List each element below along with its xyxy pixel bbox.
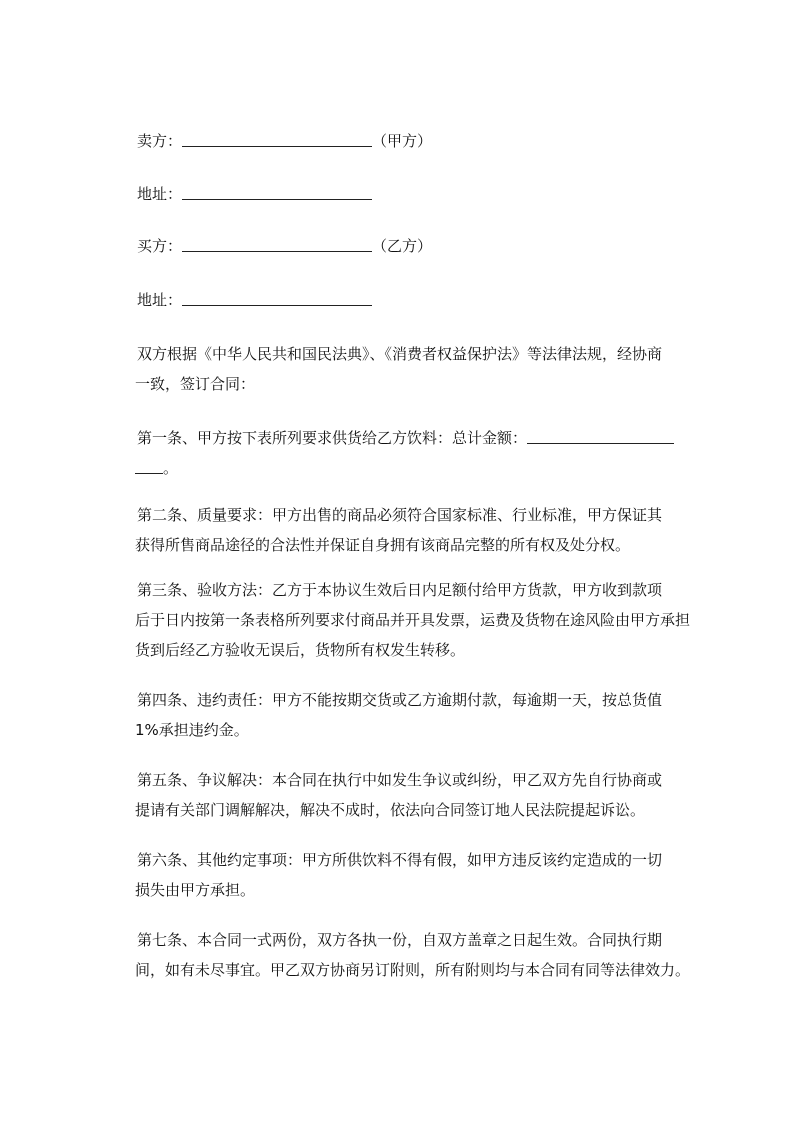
total-amount-field[interactable]	[527, 429, 674, 444]
article-4	[137, 685, 702, 745]
article-1-end: 。	[163, 459, 179, 477]
preamble-line-2: 一致，签订合同：	[135, 375, 256, 393]
article-4-line-2: 1%承担违约金。	[135, 721, 249, 739]
buyer-address-label: 地址：	[137, 291, 183, 309]
seller-address-field[interactable]	[182, 185, 372, 200]
article-6-line-1: 第六条、其他约定事项：甲方所供饮料不得有假，如甲方违反该约定造成的一切	[137, 851, 663, 869]
seller-address-label: 地址：	[137, 185, 183, 203]
buyer-row	[137, 236, 432, 256]
article-7-line-1: 第七条、本合同一式两份，双方各执一份，自双方盖章之日起生效。合同执行期	[137, 931, 663, 949]
preamble-line-1: 双方根据《中华人民共和国民法典》、《消费者权益保护法》等法律法规，经协商	[137, 345, 663, 363]
article-7-line-2: 间，如有未尽事宜。甲乙双方协商另订附则，所有附则均与本合同有同等法律效力。	[135, 961, 691, 979]
buyer-address-row	[137, 290, 372, 310]
article-5-line-2: 提请有关部门调解解决，解决不成时，依法向合同签订地人民法院提起诉讼。	[135, 801, 646, 819]
article-2	[137, 500, 702, 560]
article-4-line-1: 第四条、违约责任：甲方不能按期交货或乙方逾期付款，每逾期一天，按总货值	[137, 691, 663, 709]
seller-label: 卖方：	[137, 132, 183, 150]
article-3	[137, 575, 702, 665]
article-5	[137, 765, 702, 825]
buyer-name-field[interactable]	[182, 237, 372, 252]
article-1	[137, 423, 702, 483]
article-1-line-2	[135, 453, 702, 483]
buyer-label: 买方：	[137, 237, 183, 255]
article-6-line-2: 损失由甲方承担。	[135, 881, 256, 899]
preamble	[137, 339, 702, 399]
seller-address-row	[137, 184, 372, 204]
article-2-line-2: 获得所售商品途径的合法性并保证自身拥有该商品完整的所有权及处分权。	[135, 536, 631, 554]
buyer-suffix: （乙方）	[372, 237, 433, 255]
article-1-line-1	[137, 423, 702, 453]
total-amount-field-continued[interactable]	[135, 459, 163, 474]
article-5-line-1: 第五条、争议解决：本合同在执行中如发生争议或纠纷，甲乙双方先自行协商或	[137, 771, 663, 789]
article-3-line-2: 后于日内按第一条表格所列要求付商品并开具发票，运费及货物在途风险由甲方承担	[135, 611, 691, 629]
buyer-address-field[interactable]	[182, 291, 372, 306]
seller-suffix: （甲方）	[372, 132, 433, 150]
article-2-line-1: 第二条、质量要求：甲方出售的商品必须符合国家标准、行业标准，甲方保证其	[137, 506, 663, 524]
seller-row	[137, 131, 432, 151]
article-7	[137, 925, 702, 985]
article-3-line-1: 第三条、验收方法：乙方于本协议生效后日内足额付给甲方货款，甲方收到款项	[137, 581, 663, 599]
article-6	[137, 845, 702, 905]
article-1-text: 第一条、甲方按下表所列要求供货给乙方饮料：总计金额：	[137, 429, 528, 447]
article-3-line-3: 货到后经乙方验收无误后，货物所有权发生转移。	[135, 641, 466, 659]
seller-name-field[interactable]	[182, 132, 372, 147]
